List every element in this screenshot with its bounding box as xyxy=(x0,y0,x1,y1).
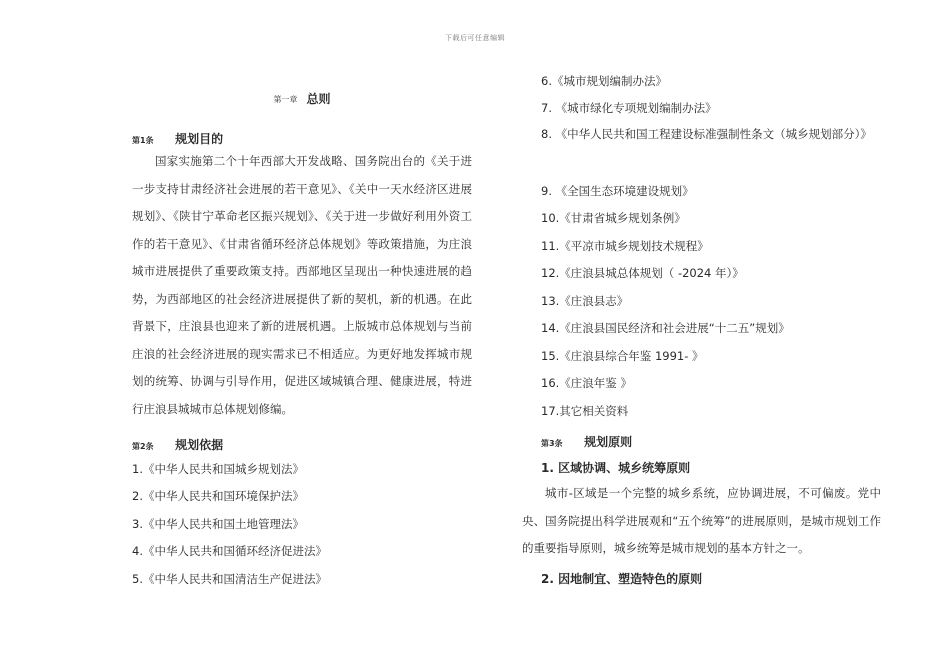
basis-item: 15.《庄浪县综合年鉴 1991- 》 xyxy=(541,349,704,363)
basis-item: 11.《平凉市城乡规划技术规程》 xyxy=(541,239,709,253)
article-number: 第1条 xyxy=(132,136,154,145)
article-number: 第2条 xyxy=(132,442,154,451)
article-1-heading xyxy=(132,128,223,147)
principle-2-title: 2. 因地制宜、塑造特色的原则 xyxy=(541,572,703,586)
chapter-heading xyxy=(132,88,472,107)
article-1-paragraph: 国家实施第二个十年西部大开发战略、国务院出台的《关于进一步支持甘肃经济社会进展的若干意见》、《关中一天水经济区进展规划》、《陕甘宁革命老区振兴规划》、《关于进一步做好利用外资工作的若干意见》、《甘肃省循环经济总体规划》等政策措施，为庄浪城市进展提供了重要政策支持。西部地区呈现出一种快速进展的趋势，为西部地区的社会经济进展提供了新的契机，新的机遇。在此背景下，庄浪县也迎来了新的进展机遇。上版城市总体规划与当前庄浪的社会经济进展的现实需求已不相适应。为更好地发挥城市规划的统筹、协调与引导作用，促进区域城镇合理、健康进展，特进行庄浪县城城市总体规划修编。 xyxy=(132,154,472,416)
basis-item: 10.《甘肃省城乡规划条例》 xyxy=(541,211,686,225)
chapter-number: 第一章 xyxy=(273,95,298,104)
basis-item: 8. 《中华人民共和国工程建设标准强制性条文（城乡规划部分）》 xyxy=(541,127,872,141)
article-number: 第3条 xyxy=(541,439,563,448)
basis-item: 5.《中华人民共和国清洁生产促进法》 xyxy=(132,572,327,586)
basis-item: 13.《庄浪县志》 xyxy=(541,294,629,308)
header-note: 下载后可任意编辑 xyxy=(445,34,505,42)
basis-item: 16.《庄浪年鉴 》 xyxy=(541,376,632,390)
basis-item: 9. 《全国生态环境建设规划》 xyxy=(541,184,694,198)
article-title: 规划目的 xyxy=(175,132,224,146)
article-title: 规划原则 xyxy=(584,435,633,449)
chapter-title: 总则 xyxy=(306,92,331,106)
basis-item: 1.《中华人民共和国城乡规划法》 xyxy=(132,462,304,476)
basis-item: 12.《庄浪县城总体规划（ -2024 年）》 xyxy=(541,266,744,280)
basis-item: 14.《庄浪县国民经济和社会进展“十二五”规划》 xyxy=(541,321,790,335)
basis-item: 2.《中华人民共和国环境保护法》 xyxy=(132,489,304,503)
article-2-heading xyxy=(132,434,223,453)
basis-item: 4.《中华人民共和国循环经济促进法》 xyxy=(132,544,327,558)
principle-1-title: 1. 区域协调、城乡统筹原则 xyxy=(541,461,691,475)
article-title: 规划依据 xyxy=(175,438,224,452)
basis-item: 3.《中华人民共和国土地管理法》 xyxy=(132,517,304,531)
article-3-heading xyxy=(541,431,632,450)
basis-item: 17.其它相关资料 xyxy=(541,404,629,418)
principle-1-text: 城市-区域是一个完整的城乡系统，应协调进展，不可偏废。党中央、国务院提出科学进展观和“五个统筹”的进展原则，是城市规划工作的重要指导原则，城乡统筹是城市规划的基本方针之一。 xyxy=(522,486,881,555)
basis-item: 6.《城市规划编制办法》 xyxy=(541,74,667,88)
basis-item: 7. 《城市绿化专项规划编制办法》 xyxy=(541,101,717,115)
